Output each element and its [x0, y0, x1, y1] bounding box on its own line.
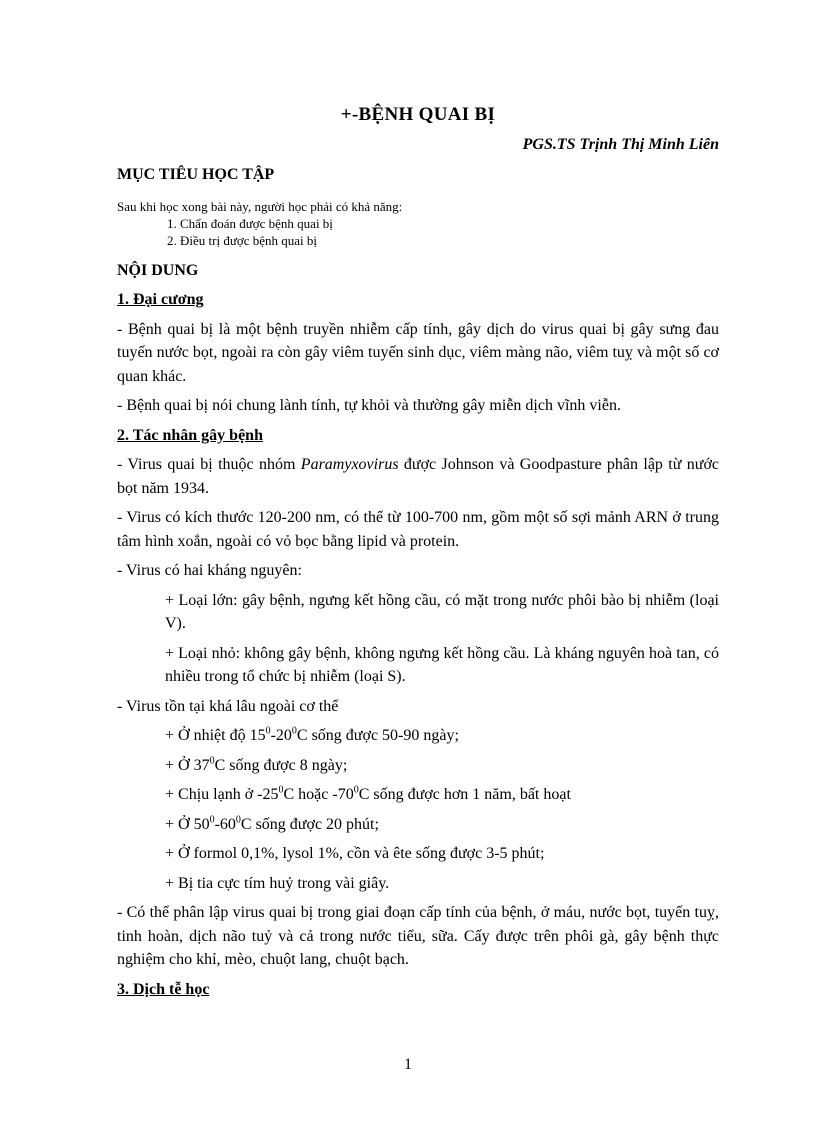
survival-item: + Ở $50^0-60^0C$ sống được 20 phút;	[165, 814, 379, 833]
genus-name: Paramyxovirus	[300, 456, 399, 473]
paragraph: - Virus quai bị thuộc nhóm Paramyxovirus được Johnson và Goodpasture phân lập từ nước bọt năm 1934.	[117, 456, 720, 497]
objectives-list	[167, 215, 333, 249]
content-heading: NỘI DUNG	[117, 262, 199, 279]
objectives-intro: Sau khi học xong bài này, người học phải có khả năng:	[117, 199, 403, 214]
antigen-item: + Loại nhỏ: không gây bệnh, không ngưng kết hồng cầu. Là kháng nguyên hoà tan, có nhiều trong tổ chức bị nhiễm (loại S).	[165, 644, 719, 685]
section-heading-pathogen: 2. Tác nhân gây bệnh	[117, 426, 263, 444]
objective-item: 2. Điều trị được bệnh quai bị	[167, 233, 318, 248]
survival-item: + Ở formol 0,1%, lysol 1%, cồn và ête sống được 3-5 phút;	[165, 845, 545, 862]
paragraph: - Virus tồn tại khá lâu ngoài cơ thể	[117, 697, 339, 715]
section-heading-general: 1. Đại cương	[117, 291, 204, 308]
paragraph: - Virus có kích thước 120-200 nm, có thể từ 100-700 nm, gồm một số sợi mảnh ARN ở trung tâm hình xoắn, ngoài có vỏ bọc bằng lipid và protein.	[117, 509, 719, 550]
document-body	[117, 288, 719, 1007]
survival-item: + Ở nhiệt độ $15^0-20^0C$ sống được 50-90 ngày;	[165, 725, 459, 744]
paragraph: - Bệnh quai bị là một bệnh truyền nhiễm cấp tính, gây dịch do virus quai bị gây sưng đau tuyến nước bọt, ngoài ra còn gây viêm tuyến sinh dục, viêm màng não, viêm tuỵ và một số cơ quan khác.	[117, 320, 719, 385]
antigen-item: + Loại lớn: gây bệnh, ngưng kết hồng cầu, có mặt trong nước phôi bào bị nhiễm (loại V).	[165, 591, 719, 632]
page-number: 1	[404, 1056, 412, 1073]
objectives-heading: MỤC TIÊU HỌC TẬP	[117, 166, 275, 183]
author-name: PGS.TS Trịnh Thị Minh Liên	[522, 136, 719, 153]
section-heading-epidemiology: 3. Dịch tễ học	[117, 980, 210, 998]
paragraph: - Có thể phân lập virus quai bị trong giai đoạn cấp tính của bệnh, ở máu, nước bọt, tuyến tuỵ, tinh hoàn, dịch não tuỷ và cả trong nước tiểu, sữa. Cấy được trên phôi gà, gây bệnh thực nghiệm cho khỉ, mèo, chuột lang, chuột bạch.	[117, 904, 719, 968]
survival-item: + Bị tia cực tím huỷ trong vài giây.	[165, 874, 390, 892]
paragraph: - Bệnh quai bị nói chung lành tính, tự khỏi và thường gây miễn dịch vĩnh viễn.	[117, 397, 621, 414]
document-title: +-BỆNH QUAI BỊ	[340, 104, 496, 125]
survival-item: + Chịu lạnh ở $-25^0C$ hoặc $-70^0C$ sống được hơn 1 năm, bất hoạt	[165, 784, 571, 803]
survival-item: + Ở $37^0C$ sống được 8 ngày;	[165, 755, 348, 774]
objective-item: 1. Chẩn đoán được bệnh quai bị	[167, 216, 333, 231]
paragraph: - Virus có hai kháng nguyên:	[117, 562, 302, 579]
